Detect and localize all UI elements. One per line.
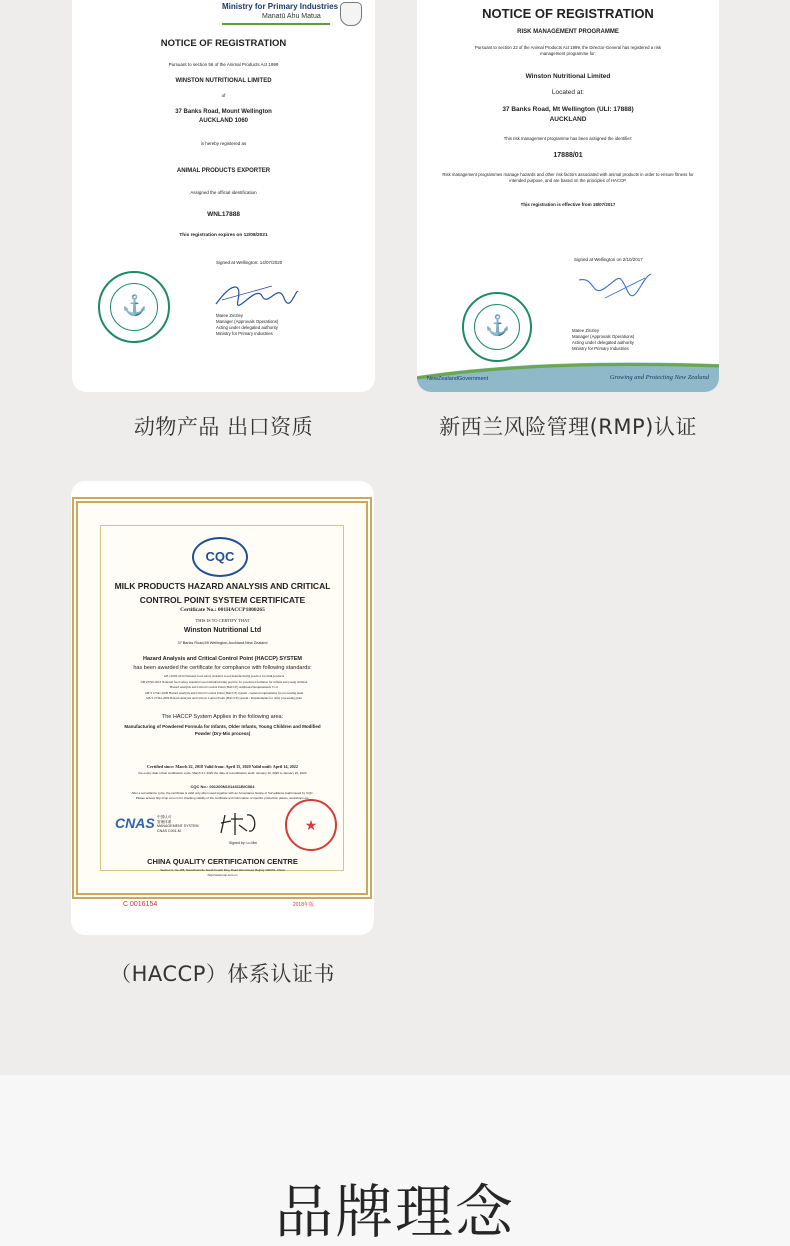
footer-wave xyxy=(417,354,719,392)
pursuant-text: Pursuant to section 56 of the Animal Products Act 1999 xyxy=(168,62,279,67)
cnas-text-block xyxy=(157,815,198,833)
certificate-card-rmp xyxy=(417,0,719,392)
serial-number: C 0016154 xyxy=(123,901,158,908)
rmp-description: Risk management programmes manage hazards and other risk factors associated with animal products in order to ensure fitness for intended purpose, and are based on the principles of HACCP. xyxy=(442,172,694,183)
signer-block xyxy=(572,328,634,352)
pursuant-text: Pursuant to section 22 of the Animal Products Act 1999, the Director-General has registered a risk management programme for: xyxy=(474,45,662,56)
mpi-seal-icon: ⚓ xyxy=(98,271,170,343)
certificate-card-animal-products xyxy=(72,0,375,392)
nz-government-logo: NewZealandGovernment xyxy=(427,376,489,382)
signature-icon xyxy=(212,278,302,310)
certificate-card-haccp xyxy=(71,481,374,935)
notice-title: NOTICE OF REGISTRATION xyxy=(160,38,287,49)
brand-philosophy-title: 品牌理念 xyxy=(274,1178,515,1246)
signer-role-3: Ministry for Primary Industries xyxy=(216,331,273,336)
cqc-number: CQC No.: 001200N1014311B/C064 xyxy=(190,784,255,789)
located-text: Located at: xyxy=(551,89,585,96)
effective-text: This registration is effective from 18/07/2017 xyxy=(520,202,616,207)
standard-item: GB/T 27342-2009 Hazard Analysis and Critical Control Point (HACCP) system - Requirements for dairy processing plant xyxy=(145,696,303,701)
standard-item: GB/T 27341-2009 Hazard Analysis and Critical Control Point (HACCP) system - General requirements for processing plant xyxy=(144,690,304,695)
awarded-text: has been awarded the certificate for compliance with following standards: xyxy=(133,665,312,671)
expiry-text: This registration expires on 12/08/2021 xyxy=(179,233,268,238)
standard-item: GB 23790-2010 National food safety standard Good manufacturing practice for powdered formulae for infants and young children xyxy=(140,679,308,684)
address-line-2: AUCKLAND xyxy=(549,116,587,123)
signer-block xyxy=(216,313,278,337)
ministry-name: Ministry for Primary Industries xyxy=(222,2,339,11)
address-line-1: 37 Banks Road, Mt Wellington (ULI: 17888) xyxy=(502,106,634,113)
assigned-text: Assigned the official identification xyxy=(190,190,257,195)
signer-role-3: Ministry for Primary Industries xyxy=(572,346,629,351)
registration-role: ANIMAL PRODUCTS EXPORTER xyxy=(176,168,271,174)
scope-line-1: Manufacturing of Powdered Formula for Infants, Older Infants, Young Children and Modified xyxy=(124,724,321,729)
mpi-header xyxy=(222,2,372,28)
signer-role-2: Acting under delegated authority xyxy=(216,325,278,330)
hereby-text: is hereby registered as xyxy=(200,141,247,146)
company-name: Winston Nutritional Limited xyxy=(525,73,611,80)
applies-text: The HACCP System Applies in the following area: xyxy=(161,714,284,720)
cnas-text: CNAS C001-M xyxy=(157,828,181,833)
address-line-2: AUCKLAND 1060 xyxy=(198,118,248,124)
signature-icon xyxy=(575,268,655,304)
mpi-seal-icon: ⚓ xyxy=(462,292,532,362)
edition-code: 2018年版 xyxy=(292,902,314,908)
issuer-website: http://www.cqc.com.cn xyxy=(207,873,238,877)
standard-item: GB 12693-2010 National food safety standard Good manufacturing practice for milk products xyxy=(163,674,285,678)
certify-text: THIS IS TO CERTIFY THAT xyxy=(195,618,250,623)
company-name: Winston Nutritional Ltd xyxy=(183,627,262,634)
certificate-title-1: MILK PRODUCTS HAZARD ANALYSIS AND CRITICAL xyxy=(114,581,331,591)
validity-note: the expiry date of last certification cycle: March 21, 2020 the date of recertification audit: January 10, 2020 to January 20, 2020 xyxy=(138,771,307,775)
address-line-1: 37 Banks Road, Mount Wellington xyxy=(175,109,272,115)
of-text: of xyxy=(221,93,226,98)
ministry-maori-name: Manatū Ahu Matua xyxy=(262,13,321,20)
standards-list xyxy=(109,674,339,702)
cnas-text: MANAGEMENT SYSTEM xyxy=(157,824,199,829)
notice-subtitle: RISK MANAGEMENT PROGRAMME xyxy=(517,29,619,35)
signer-name: Maree Zinzley xyxy=(572,328,599,333)
caption-animal-products: 动物产品 出口资质 xyxy=(133,415,314,439)
certificate-number: Certificate No.: 001HACCP1800265 xyxy=(180,607,265,613)
cnas-logo-icon: CNAS xyxy=(115,815,155,831)
signature-icon xyxy=(217,809,263,839)
cnas-text: 中国认可 xyxy=(157,815,172,819)
signer-role-1: Manager (Approvals Operations) xyxy=(216,319,279,324)
caption-haccp: （HACCP）体系认证书 xyxy=(110,962,335,986)
header-rule xyxy=(222,23,330,25)
signed-by-text: Signed by: Lu Mei xyxy=(229,841,258,845)
certificate-title-2: CONTROL POINT SYSTEM CERTIFICATE xyxy=(139,595,306,605)
red-official-seal-icon: ★ xyxy=(285,799,337,851)
signed-text: Signed at Wellington on 2/10/2017 xyxy=(574,257,643,262)
signed-text: Signed at Wellington: 14/07/2020 xyxy=(216,260,283,265)
issuer-address: Section 9, No.188, Nansihuanxilu South Fourth Ring Road West Road, Beijing 100070, China xyxy=(160,868,285,872)
cnas-text: 管理体系 xyxy=(157,819,172,824)
assigned-text: This risk management programme has been assigned the identifier: xyxy=(503,136,633,141)
footer-slogan: Growing and Protecting New Zealand xyxy=(609,374,709,381)
surveillance-note-1: After a surveillance cycle, the certificate is valid only when used together with an Acceptance Notice of Surveillance Audit issued by CQC. xyxy=(131,791,314,795)
company-address: 37 Banks Road,Mt Wellington,Auckland,New Zealand xyxy=(177,641,268,645)
caption-rmp: 新西兰风险管理(RMP)认证 xyxy=(439,415,697,439)
signer-name: Maree Zinzley xyxy=(216,313,243,318)
scope-line-2: Powder (Dry-Mix process) xyxy=(194,731,251,736)
issuer-name: CHINA QUALITY CERTIFICATION CENTRE xyxy=(147,857,298,866)
cqc-logo-icon: CQC xyxy=(192,537,248,577)
system-name: Hazard Analysis and Critical Control Point (HACCP) SYSTEM xyxy=(142,656,302,662)
notice-title: NOTICE OF REGISTRATION xyxy=(482,6,654,21)
company-name: WINSTON NUTRITIONAL LIMITED xyxy=(175,78,272,84)
surveillance-note-2: Please access http://cqc.com.cn for checking validity of the certificate and information of specific production places, workshops etc. xyxy=(135,796,310,800)
validity-dates: Certified since: March 22, 2018 Valid from: April 15, 2020 Valid until: April 14, 2022 xyxy=(147,764,298,769)
nz-crest-icon xyxy=(340,2,362,26)
rmp-id: 17888/01 xyxy=(553,152,583,159)
official-id: WNL17888 xyxy=(207,211,240,218)
standard-item: Hazard Analysis and Critical Control Point (HACCP) Additional Requirements V1.0 xyxy=(169,685,279,690)
signer-role-2: Acting under delegated authority xyxy=(572,340,634,345)
signer-role-1: Manager (Approvals Operations) xyxy=(572,334,635,339)
